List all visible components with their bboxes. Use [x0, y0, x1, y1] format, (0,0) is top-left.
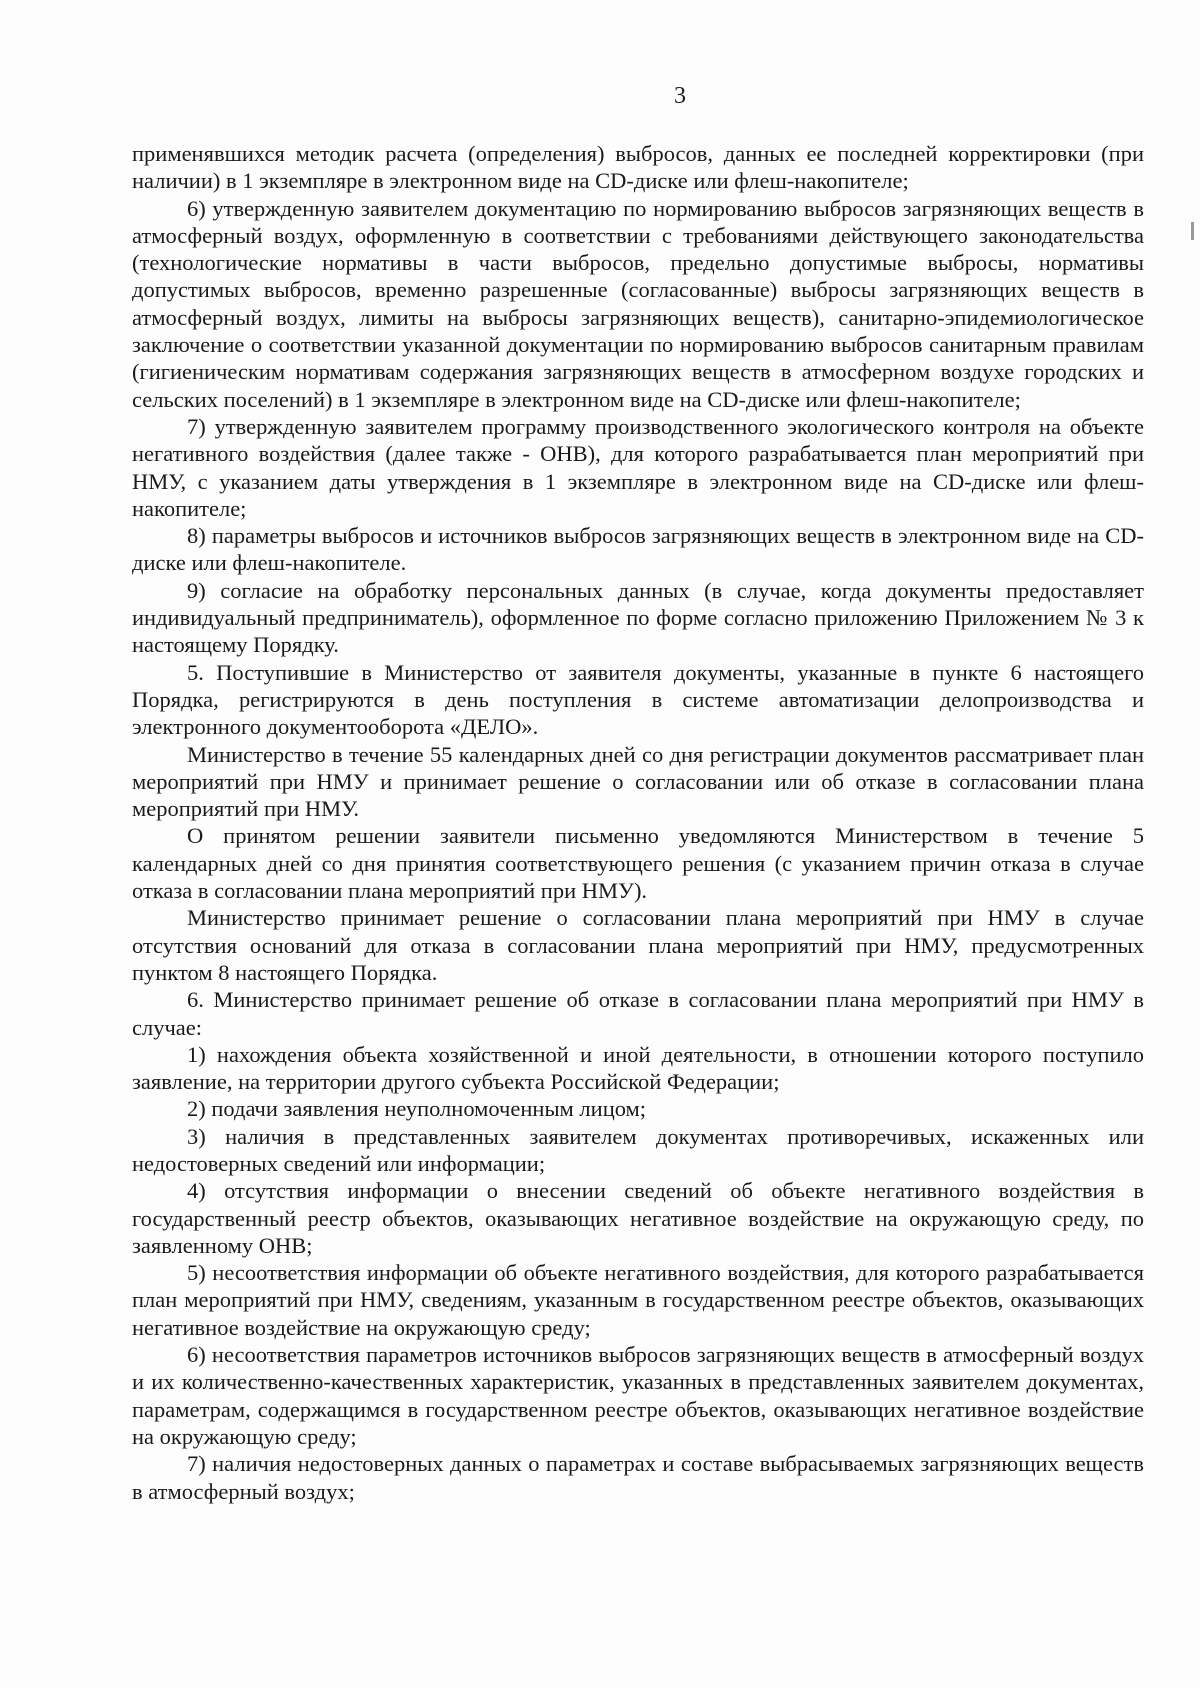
page-number: 3 — [674, 83, 686, 109]
paragraph-refusal-reason-7: 7) наличия недостоверных данных о параметрах и составе выбрасываемых загрязняющих веществ в атмосферный воздух; — [132, 1451, 1144, 1504]
paragraph-refusal-reason-5: 5) несоответствия информации об объекте негативного воздействия, для которого разрабатывается план мероприятий при НМУ, сведениям, указанным в государственном реестре объектов, оказывающих негативное воздействие на окружающую среду; — [132, 1260, 1144, 1340]
paragraph-refusal-reason-4: 4) отсутствия информации о внесении сведений об объекте негативного воздействия в государственный реестр объектов, оказывающих негативное воздействие на окружающую среду, по заявленному ОНВ; — [132, 1178, 1144, 1258]
paragraph-item-8-parameters: 8) параметры выбросов и источников выбросов загрязняющих веществ в электронном виде на CD-диске или флеш-накопителе. — [132, 523, 1144, 576]
paragraph-continuation: применявшихся методик расчета (определения) выбросов, данных ее последней корректировки (при наличии) в 1 экземпляре в электронном виде на CD-диске или флеш-накопителе; — [132, 141, 1144, 194]
paragraph-item-9-consent: 9) согласие на обработку персональных данных (в случае, когда документы предоставляет индивидуальный предприниматель), оформленное по форме согласно приложению Приложением № 3 к настоящему Порядку. — [132, 577, 1144, 658]
paragraph-refusal-reason-1: 1) нахождения объекта хозяйственной и иной деятельности, в отношении которого поступило заявление, на территории другого субъекта Российской Федерации; — [132, 1041, 1144, 1095]
paragraph-refusal-reason-2: 2) подачи заявления неуполномоченным лицом; — [187, 1096, 647, 1122]
scan-edge-mark — [1191, 222, 1194, 240]
document-body — [132, 140, 1144, 1505]
paragraph-item-7-program: 7) утвержденную заявителем программу производственного экологического контроля на объекте негативного воздействия (далее также - ОНВ), для которого разрабатывается план мероприятий при НМУ, с указанием даты утверждения в 1 экземпляре в электронном виде на CD-диске или флеш-накопителе; — [132, 413, 1144, 521]
paragraph-item-6-documentation: 6) утвержденную заявителем документацию по нормированию выбросов загрязняющих веществ в атмосферный воздух, оформленную в соответствии с требованиями действующего законодательства (технологические нормативы в части выбросов, предельно допустимые выбросы, нормативы допустимых выбросов, временно разрешенные (согласованные) выбросы загрязняющих веществ в атмосферный воздух, лимиты на выбросы загрязняющих веществ), санитарно-эпидемиологическое заключение о соответствии указанной документации по нормированию выбросов санитарным правилам (гигиеническим нормативам содержания загрязняющих веществ в атмосферном воздухе городских и сельских поселений) в 1 экземпляре в электронном виде на CD-диске или флеш-накопителе; — [132, 195, 1144, 412]
paragraph-refusal-reason-3: 3) наличия в представленных заявителем документах противоречивых, искаженных или недостоверных сведений или информации; — [132, 1123, 1144, 1176]
paragraph-section-6-refusal: 6. Министерство принимает решение об отказе в согласовании плана мероприятий при НМУ в случае: — [132, 987, 1144, 1040]
paragraph-notification: О принятом решении заявители письменно уведомляются Министерством в течение 5 календарных дней со дня принятия соответствующего решения (с указанием причин отказа в случае отказа в согласовании плана мероприятий при НМУ). — [132, 823, 1144, 904]
paragraph-approval-decision: Министерство принимает решение о согласовании плана мероприятий при НМУ в случае отсутствия оснований для отказа в согласовании плана мероприятий при НМУ, предусмотренных пунктом 8 настоящего Порядка. — [132, 905, 1144, 985]
paragraph-refusal-reason-6: 6) несоответствия параметров источников выбросов загрязняющих веществ в атмосферный воздух и их количественно-качественных характеристик, указанных в представленных заявителем документах, параметрам, содержащимся в государственном реестре объектов, оказывающих негативное воздействие на окружающую среду; — [132, 1342, 1144, 1449]
paragraph-section-5-registration: 5. Поступившие в Министерство от заявителя документы, указанные в пункте 6 настоящего Порядка, регистрируются в день поступления в системе автоматизации делопроизводства и электронного документооборота «ДЕЛО». — [132, 659, 1144, 740]
paragraph-review-period: Министерство в течение 55 календарных дней со дня регистрации документов рассматривает план мероприятий при НМУ и принимает решение о согласовании или об отказе в согласовании плана мероприятий при НМУ. — [132, 741, 1144, 822]
